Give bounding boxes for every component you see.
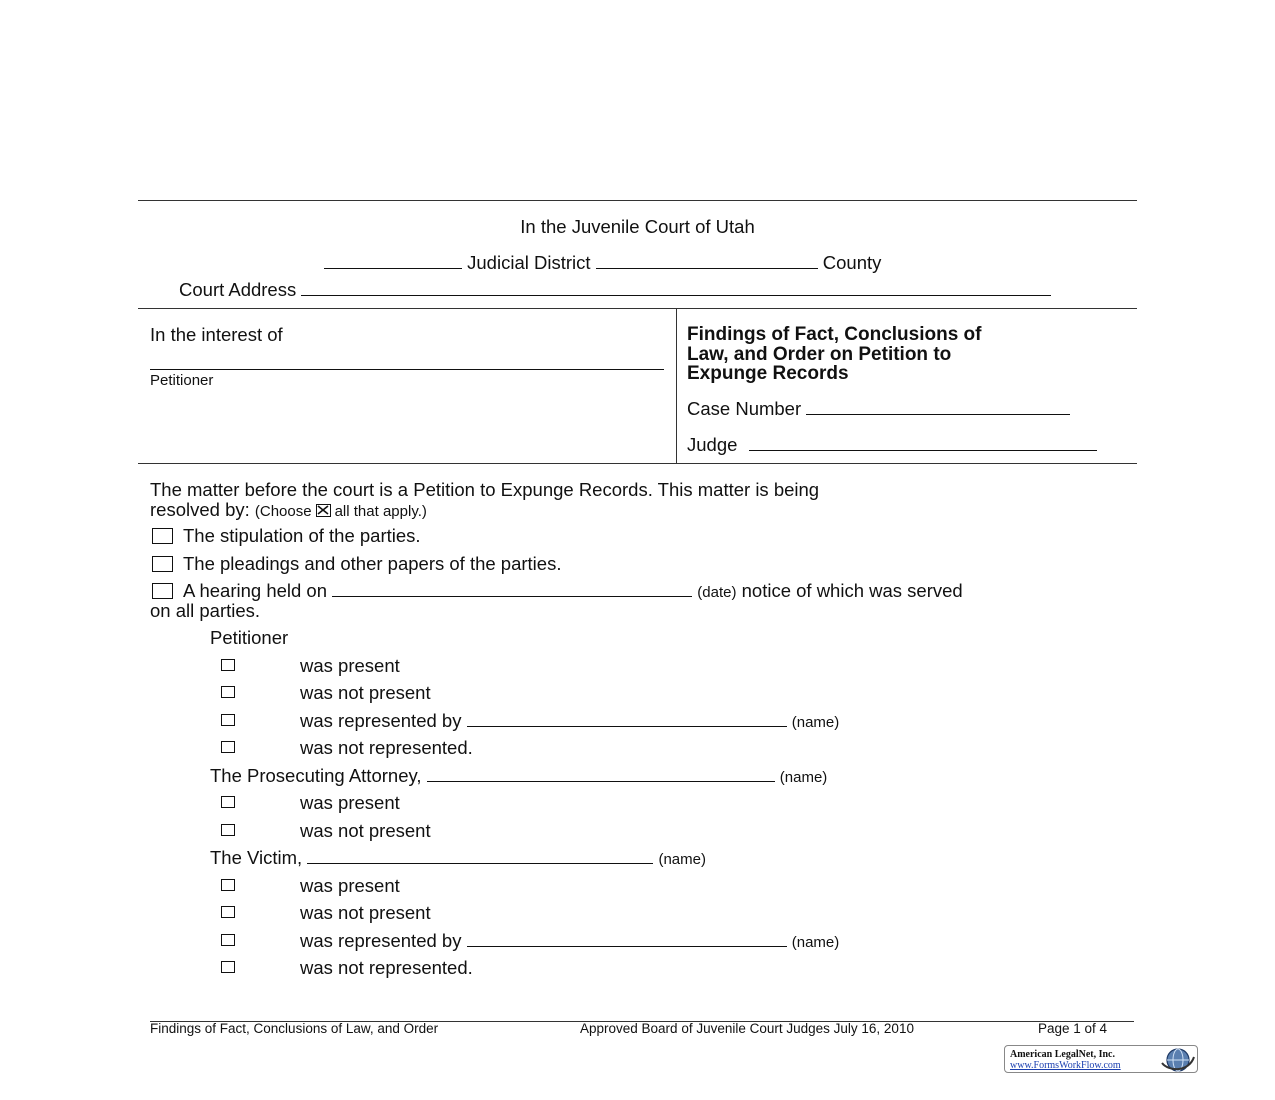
victim-attorney-field[interactable] bbox=[467, 930, 787, 947]
judge-label: Judge bbox=[687, 434, 738, 455]
petitioner-not-present-label: was not present bbox=[300, 682, 431, 703]
petitioner-present-checkbox[interactable] bbox=[221, 659, 235, 671]
case-number-field[interactable] bbox=[806, 398, 1070, 415]
court-address-field[interactable] bbox=[301, 279, 1051, 296]
top-rule bbox=[138, 200, 1137, 201]
stipulation-checkbox[interactable] bbox=[152, 528, 173, 544]
petitioner-heading: Petitioner bbox=[210, 627, 289, 648]
county-field[interactable] bbox=[596, 252, 818, 269]
hearing-line-2: on all parties. bbox=[150, 600, 261, 621]
petitioner-not-represented-label: was not represented. bbox=[300, 737, 473, 758]
victim-not-present-checkbox[interactable] bbox=[221, 906, 235, 918]
globe-icon bbox=[1159, 1047, 1195, 1079]
prosecutor-present-label: was present bbox=[300, 792, 400, 813]
logo-company-name: American LegalNet, Inc. bbox=[1010, 1049, 1115, 1060]
interest-label: In the interest of bbox=[150, 324, 283, 345]
footer-left: Findings of Fact, Conclusions of Law, and Order bbox=[150, 1021, 439, 1036]
petitioner-represented-line: was represented by (name) bbox=[300, 710, 840, 731]
resolved-by-label: resolved by: bbox=[150, 499, 250, 520]
petitioner-label: Petitioner bbox=[150, 372, 214, 389]
prosecutor-not-present-checkbox[interactable] bbox=[221, 824, 235, 836]
victim-represented-line: was represented by (name) bbox=[300, 930, 840, 951]
hearing-checkbox[interactable] bbox=[152, 583, 173, 599]
choose-instruction: (Choose all that apply.) bbox=[254, 503, 427, 520]
caption-bottom-rule bbox=[138, 463, 1137, 464]
court-address-label: Court Address bbox=[179, 279, 297, 300]
district-field[interactable] bbox=[324, 252, 462, 269]
caption-divider bbox=[676, 308, 677, 463]
checked-box-icon bbox=[316, 504, 331, 517]
form-title-line: Law, and Order on Petition to bbox=[687, 343, 952, 365]
footer-page-number: Page 1 of 4 bbox=[1038, 1021, 1108, 1036]
district-label: Judicial District bbox=[467, 252, 591, 273]
victim-not-present-label: was not present bbox=[300, 902, 431, 923]
option-stipulation: The stipulation of the parties. bbox=[152, 525, 421, 547]
prosecutor-not-present-label: was not present bbox=[300, 820, 431, 841]
form-title-line: Findings of Fact, Conclusions of bbox=[687, 324, 982, 345]
footer-center: Approved Board of Juvenile Court Judges July 16, 2010 bbox=[580, 1021, 914, 1036]
court-address-line bbox=[179, 279, 1051, 301]
option-hearing: A hearing held on (date) notice of which was served bbox=[152, 580, 963, 602]
intro-line-2 bbox=[150, 499, 427, 521]
victim-not-represented-label: was not represented. bbox=[300, 957, 473, 978]
pleadings-checkbox[interactable] bbox=[152, 556, 173, 572]
petitioner-represented-checkbox[interactable] bbox=[221, 714, 235, 726]
court-name: In the Juvenile Court of Utah bbox=[520, 216, 755, 237]
petitioner-present-label: was present bbox=[300, 655, 400, 676]
victim-present-label: was present bbox=[300, 875, 400, 896]
judge-field[interactable] bbox=[749, 434, 1097, 451]
form-title bbox=[687, 325, 982, 384]
victim-heading: The Victim, bbox=[210, 847, 303, 868]
petitioner-not-represented-checkbox[interactable] bbox=[221, 741, 235, 753]
form-title-line: Expunge Records bbox=[687, 363, 849, 384]
prosecutor-line: The Prosecuting Attorney, (name) bbox=[210, 765, 828, 786]
prosecutor-name-field[interactable] bbox=[427, 765, 775, 782]
legalnet-logo[interactable] bbox=[1004, 1045, 1198, 1073]
interest-field[interactable] bbox=[150, 369, 664, 370]
judge-line bbox=[687, 434, 1097, 456]
petitioner-not-present-checkbox[interactable] bbox=[221, 686, 235, 698]
victim-represented-checkbox[interactable] bbox=[221, 934, 235, 946]
logo-website-link[interactable]: www.FormsWorkFlow.com bbox=[1010, 1060, 1121, 1071]
intro-line-1: The matter before the court is a Petition to Expunge Records. This matter is being bbox=[150, 479, 820, 500]
victim-not-represented-checkbox[interactable] bbox=[221, 961, 235, 973]
hearing-date-field[interactable] bbox=[332, 580, 692, 597]
option-pleadings: The pleadings and other papers of the parties. bbox=[152, 553, 561, 575]
case-number-label: Case Number bbox=[687, 398, 802, 419]
victim-present-checkbox[interactable] bbox=[221, 879, 235, 891]
county-label: County bbox=[822, 252, 882, 273]
prosecutor-present-checkbox[interactable] bbox=[221, 796, 235, 808]
petitioner-attorney-field[interactable] bbox=[467, 710, 787, 727]
prosecutor-heading: The Prosecuting Attorney, bbox=[210, 765, 422, 786]
case-number-line bbox=[687, 398, 1070, 420]
victim-name-field[interactable] bbox=[307, 847, 653, 864]
victim-line: The Victim, (name) bbox=[210, 847, 706, 868]
caption-top-rule bbox=[138, 308, 1137, 309]
district-county-line bbox=[324, 252, 881, 274]
